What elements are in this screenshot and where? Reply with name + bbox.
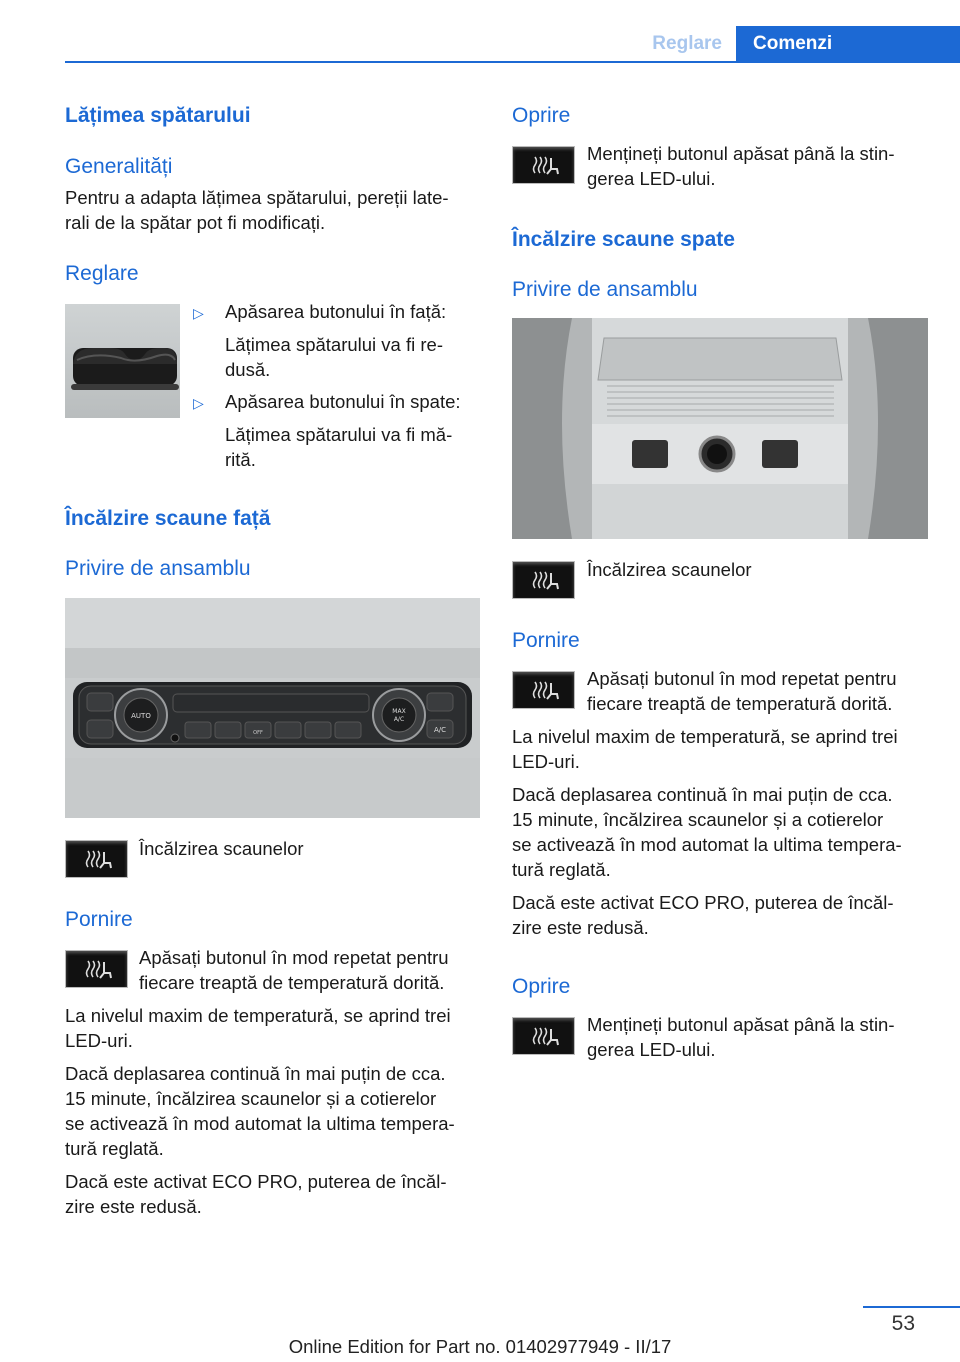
rear-console-image bbox=[512, 318, 928, 539]
oprire2-line-1: Mențineți butonul apăsat până la stin‐ bbox=[587, 1014, 895, 1035]
icon-caption-seat-heating: Încălzirea scaunelor bbox=[139, 838, 304, 859]
seat-heating-button-icon bbox=[65, 840, 128, 878]
footer-edition: Online Edition for Part no. 01402977949 - II/17 bbox=[288, 1336, 672, 1357]
heading-latimea-spatarului: Lățimea spătarului bbox=[65, 104, 251, 127]
nivel-line-1: La nivelul maxim de temperatură, se aprind trei bbox=[512, 726, 898, 747]
heading-privire-de-ansamblu: Privire de ansamblu bbox=[512, 278, 698, 301]
heading-pornire: Pornire bbox=[512, 629, 580, 652]
eco-line-1: Dacă este activat ECO PRO, puterea de încăl‐ bbox=[65, 1171, 447, 1192]
heading-reglare: Reglare bbox=[65, 262, 139, 285]
heading-pornire: Pornire bbox=[65, 908, 133, 931]
pornire-line-1: Apăsați butonul în mod repetat pentru bbox=[139, 947, 449, 968]
oprire-line-1: Mențineți butonul apăsat până la stin‐ bbox=[587, 143, 895, 164]
deplasare-line-2: 15 minute, încălzirea scaunelor și a cotierelor bbox=[512, 809, 884, 830]
deplasare-line-1: Dacă deplasarea continuă în mai puțin de cca. bbox=[65, 1063, 446, 1084]
ac-button-label: A/C bbox=[433, 726, 447, 734]
paragraph-general-2: rali de la spătar pot fi modificați. bbox=[65, 212, 326, 233]
seat-heating-button-icon bbox=[65, 950, 128, 988]
footer-rule bbox=[863, 1306, 960, 1308]
eco-line-2: zire este redusă. bbox=[512, 917, 649, 938]
rear-console-illustration bbox=[512, 318, 928, 539]
list-action-back: Apăsarea butonului în spate: bbox=[225, 391, 461, 412]
heading-incalzire-scaune-fata: Încălzire scaune față bbox=[65, 507, 271, 530]
deplasare-line-4: tură reglată. bbox=[65, 1138, 164, 1159]
oprire-line-2: gerea LED‑ului. bbox=[587, 168, 716, 189]
heading-incalzire-scaune-spate: Încălzire scaune spate bbox=[512, 228, 735, 251]
seat-heating-button-icon bbox=[512, 146, 575, 184]
nivel-line-2: LED‑uri. bbox=[512, 751, 580, 772]
heading-oprire: Oprire bbox=[512, 975, 571, 998]
pornire-line-1: Apăsați butonul în mod repetat pentru bbox=[587, 668, 897, 689]
deplasare-line-1: Dacă deplasarea continuă în mai puțin de cca. bbox=[512, 784, 893, 805]
nivel-line-1: La nivelul maxim de temperatură, se aprind trei bbox=[65, 1005, 451, 1026]
list-action-front: Apăsarea butonului în față: bbox=[225, 301, 447, 322]
deplasare-line-4: tură reglată. bbox=[512, 859, 611, 880]
pornire-line-2: fiecare treaptă de temperatură dorită. bbox=[139, 972, 445, 993]
heading-privire-de-ansamblu: Privire de ansamblu bbox=[65, 557, 251, 580]
list-result-back-1: Lățimea spătarului va fi mă‐ bbox=[225, 424, 453, 445]
oprire2-line-2: gerea LED‑ului. bbox=[587, 1039, 716, 1060]
tab-comenzi[interactable]: Comenzi bbox=[736, 26, 960, 61]
list-result-front-1: Lățimea spătarului va fi re‐ bbox=[225, 334, 443, 355]
list-result-back-2: rită. bbox=[225, 449, 256, 470]
deplasare-line-3: se activează în mod automat la ultima tempera‐ bbox=[65, 1113, 455, 1134]
seat-heating-button-icon bbox=[512, 561, 575, 599]
paragraph-general-1: Pentru a adapta lățimea spătarului, pereții late‐ bbox=[65, 187, 449, 208]
list-result-front-2: dusă. bbox=[225, 359, 271, 380]
seat-heating-button-icon bbox=[512, 671, 575, 709]
nivel-line-2: LED‑uri. bbox=[65, 1030, 133, 1051]
backrest-switch-image bbox=[65, 304, 180, 418]
seat-heating-button-icon bbox=[512, 1017, 575, 1055]
list-bullet-icon: ▷ bbox=[193, 395, 204, 411]
deplasare-line-3: se activează în mod automat la ultima tempera‐ bbox=[512, 834, 902, 855]
page-number: 53 bbox=[891, 1312, 915, 1335]
backrest-switch-icon bbox=[65, 304, 180, 418]
front-climate-panel-image bbox=[65, 598, 480, 818]
list-bullet-icon: ▷ bbox=[193, 305, 204, 321]
heading-generalitati: Generalități bbox=[65, 155, 173, 178]
off-button-label: OFF bbox=[253, 730, 263, 736]
max-knob-label: MAX bbox=[392, 708, 406, 715]
pornire-line-2: fiecare treaptă de temperatură dorită. bbox=[587, 693, 893, 714]
heading-oprire: Oprire bbox=[512, 104, 571, 127]
deplasare-line-2: 15 minute, încălzirea scaunelor și a cotierelor bbox=[65, 1088, 437, 1109]
max-ac-knob-label: A/C bbox=[393, 716, 405, 723]
eco-line-2: zire este redusă. bbox=[65, 1196, 202, 1217]
icon-caption-seat-heating: Încălzirea scaunelor bbox=[587, 559, 752, 580]
eco-line-1: Dacă este activat ECO PRO, puterea de încăl‐ bbox=[512, 892, 894, 913]
auto-knob-label: AUTO bbox=[131, 712, 151, 720]
tab-reglare[interactable]: Reglare bbox=[652, 33, 722, 54]
climate-panel-illustration bbox=[65, 598, 480, 818]
header-rule bbox=[65, 61, 960, 63]
